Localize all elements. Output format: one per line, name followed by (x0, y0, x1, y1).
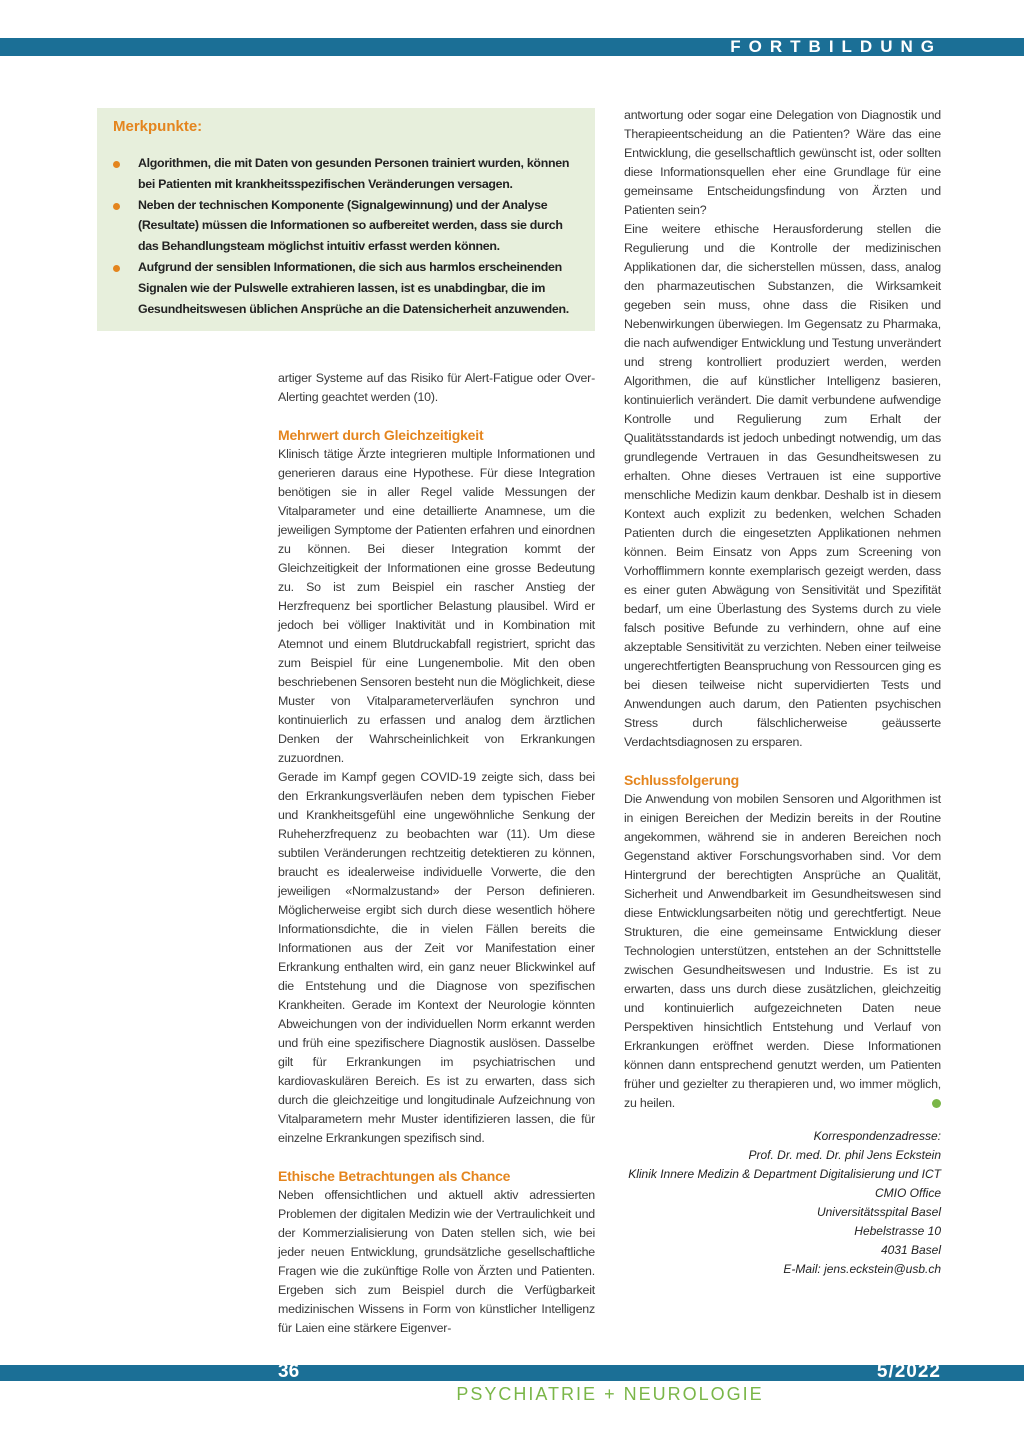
contact-email[interactable]: E-Mail: jens.eckstein@usb.ch (783, 1262, 941, 1276)
contact-street: Hebelstrasse 10 (854, 1224, 941, 1238)
paragraph: Klinisch tätige Ärzte integrieren multiple Informationen und generieren daraus eine Hypothese. Für diese Integration benötigen sie in aller Regel valide Messungen der Vitalparameter und eine detaillierte Anamnese, um die jeweiligen Symptome der Patienten erfahren und einordnen zu können. Bei dieser Integration kommt der Gleichzeitigkeit der Informationen eine grosse Bedeutung zu. So ist zum Beispiel ein rascher Anstieg der Herzfrequenz bei sportlicher Belastung plausibel. Wird er jedoch bei völliger Inaktivität und in Kombination mit Atemnot und einem Blutdruckabfall registriert, spricht das zum Beispiel für eine Lungenembolie. Mit den oben beschriebenen Sensoren besteht nun die Möglichkeit, diese Muster von Vitalparameterverläufen synchron und kontinuierlich zu erfassen und analog dem ärztlichen Denken der Wahrscheinlichkeit von Erkrankungen zuzuordnen. (278, 447, 595, 765)
right-column (624, 106, 941, 1113)
paragraph: artiger Systeme auf das Risiko für Alert-Fatigue oder Over-Alerting geachtet werden (10). (278, 371, 595, 404)
contact-office: CMIO Office (874, 1186, 941, 1200)
key-points-title: Merkpunkte: (113, 118, 203, 135)
section-heading: Ethische Betrachtungen als Chance (278, 1168, 511, 1184)
section-label: FORTBILDUNG (730, 37, 942, 56)
issue-number: 5/2022 (876, 1361, 941, 1382)
end-mark-icon (932, 1099, 941, 1108)
paragraph: Gerade im Kampf gegen COVID-19 zeigte sich, dass bei den Erkrankungsverläufen neben dem typischen Fieber und Krankheitsgefühl eine ungewöhnliche Senkung der Ruheherzfrequenz zu beobachten war (11). Um diese subtilen Veränderungen rechtzeitig detektieren zu können, braucht es idealerweise individuelle Vorwerte, die den jeweiligen «Normalzustand» der Person definieren. Möglicherweise ergibt sich durch diese wesentlich höhere Informationsdichte, die in vielen Fällen bereits die Informationen aus der Zeit vor Manifestation einer Erkrankung enthalten wird, ein ganz neuer Blickwinkel auf die Entstehung und die Diagnose von spezifischen Krankheiten. Gerade im Kontext der Neurologie könnten Abweichungen von der individuellen Norm erkannt werden und früh eine spezifischere Diagnostik auslösen. Dasselbe gilt für Erkrankungen im psychiatrischen und kardiovaskulären Bereich. Es ist zu erwarten, dass sich durch die gleichzeitige und longitudinale Aufzeichnung von Vitalparametern mehr Muster identifizieren lassen, die für einzelne Erkrankungen spezifisch sind. (278, 770, 595, 1145)
paragraph: antwortung oder sogar eine Delegation von Diagnostik und Therapieentscheidung an die Patienten? Wäre das eine Entwicklung, die gesellschaftlich gewünscht ist, oder sollten diese Informationsquellen eher eine Grundlage für eine gemeinsame Entscheidungsfindung von Ärzten und Patienten sein? (624, 108, 941, 217)
section-heading: Schlussfolgerung (624, 772, 740, 788)
paragraph: Neben offensichtlichen und aktuell aktiv adressierten Problemen der digitalen Medizin wie der Vertraulichkeit und der Kommerzialisierung von Daten stellen sich, wie bei jeder neuen Entwicklung, grundsätzliche gesellschaftliche Fragen wie die zukünftige Rolle von Ärzten und Patienten. Ergeben sich zum Beispiel durch die Verfügbarkeit medizinischen Wissens in Form von künstlicher Intelligenz für Laien eine stärkere Eigenver- (278, 1188, 595, 1335)
contact-label: Korrespondenzadresse: (813, 1129, 941, 1143)
correspondence-address (628, 1127, 941, 1279)
contact-department: Klinik Innere Medizin & Department Digitalisierung und ICT (628, 1167, 941, 1181)
key-points-box (97, 108, 595, 331)
contact-city: 4031 Basel (880, 1243, 941, 1257)
contact-name: Prof. Dr. med. Dr. phil Jens Eckstein (748, 1148, 941, 1162)
journal-title: PSYCHIATRIE + NEUROLOGIE (456, 1384, 764, 1404)
page-number: 36 (278, 1361, 300, 1382)
bullet-icon (113, 203, 120, 210)
footer-bar (0, 1365, 1024, 1381)
section-heading: Mehrwert durch Gleichzeitigkeit (278, 427, 484, 443)
paragraph: Eine weitere ethische Herausforderung stellen die Regulierung und die Kontrolle der medizinischen Applikationen dar, die sicherstellen müssen, dass, analog den pharmazeutischen Substanzen, die Wirksamkeit gegeben sein muss, ohne dass die Risiken und Nebenwirkungen überwiegen. Im Gegensatz zu Pharmaka, die nach aufwendiger Entwicklung und Testung unverändert und streng kontrolliert produziert werden, werden Algorithmen, die auf künstlicher Intelligenz basieren, kontinuierlich verändert. Die damit verbundene aufwendige Kontrolle und Regulierung zum Erhalt der Qualitätsstandards ist jedoch unbedingt notwendig, um das grundlegende Vertrauen in das Gesundheitswesen zu erhalten. Ohne dieses Vertrauen ist eine supportive menschliche Medizin kaum denkbar. Deshalb ist in diesem Kontext auch explizit zu bedenken, welchen Schaden Patienten durch die eingesetzten Applikationen nehmen können. Beim Einsatz von Apps zum Screening von Vorhofflimmern konnte exemplarisch gezeigt werden, dass es einer guten Abwägung von Sensitivität und Spezifität bedarf, um eine Überlastung des Systems durch zu viele falsch positive Befunde zu verhindern, ohne auf eine akzeptable Sensitivität zu verzichten. Neben einer teilweise ungerechtfertigten Beanspruchung von Ressourcen ging es bei diesen teilweise nicht supervidierten Tests und Anwendungen auch darum, den Patienten psychischen Stress durch fälschlicherweise geäusserte Verdachtsdiagnosen zu ersparen. (624, 222, 941, 749)
key-point-item: Neben der technischen Komponente (Signalgewinnung) und der Analyse (Resultate) müssen die Informationen so aufbereitet werden, dass sie durch das Behandlungsteam möglichst intuitiv erfasst werden können. (113, 195, 583, 257)
contact-hospital: Universitätsspital Basel (816, 1205, 941, 1219)
key-points-list (113, 153, 583, 319)
bullet-icon (113, 161, 120, 168)
paragraph: Die Anwendung von mobilen Sensoren und Algorithmen ist in einigen Bereichen der Medizin bereits in der Routine angekommen, während sie in anderen Bereichen noch Gegenstand aktiver Forschungsvorhaben sind. Vor dem Hintergrund der berechtigten Ansprüche an Qualität, Sicherheit und Anwendbarkeit im Gesundheitswesen sind diese Entwicklungsarbeiten nötig und gerechtfertigt. Neue Strukturen, die eine gemeinsame Entwicklung dieser Technologien unterstützen, entstehen an der Schnittstelle zwischen Gesundheitswesen und Industrie. Es ist zu erwarten, dass uns durch diese zusätzlichen, gleichzeitig und kontinuierlich aufgezeichneten Daten neue Perspektiven hinsichtlich Entstehung und Verlauf von Erkrankungen eröffnet werden. Diese Informationen können dann entsprechend genutzt werden, um Patienten früher und gezielter zu therapieren und, wo immer möglich, zu heilen. (624, 792, 941, 1110)
left-column (278, 369, 595, 1338)
key-point-item: Aufgrund der sensiblen Informationen, die sich aus harmlos erscheinenden Signalen wie der Pulswelle extrahieren lassen, ist es unabdingbar, die im Gesundheitswesen üblichen Ansprüche an die Datensicherheit anzuwenden. (113, 257, 583, 319)
key-point-item: Algorithmen, die mit Daten von gesunden Personen trainiert wurden, können bei Patienten mit krankheitsspezifischen Veränderungen versagen. (113, 153, 583, 195)
bullet-icon (113, 265, 120, 272)
